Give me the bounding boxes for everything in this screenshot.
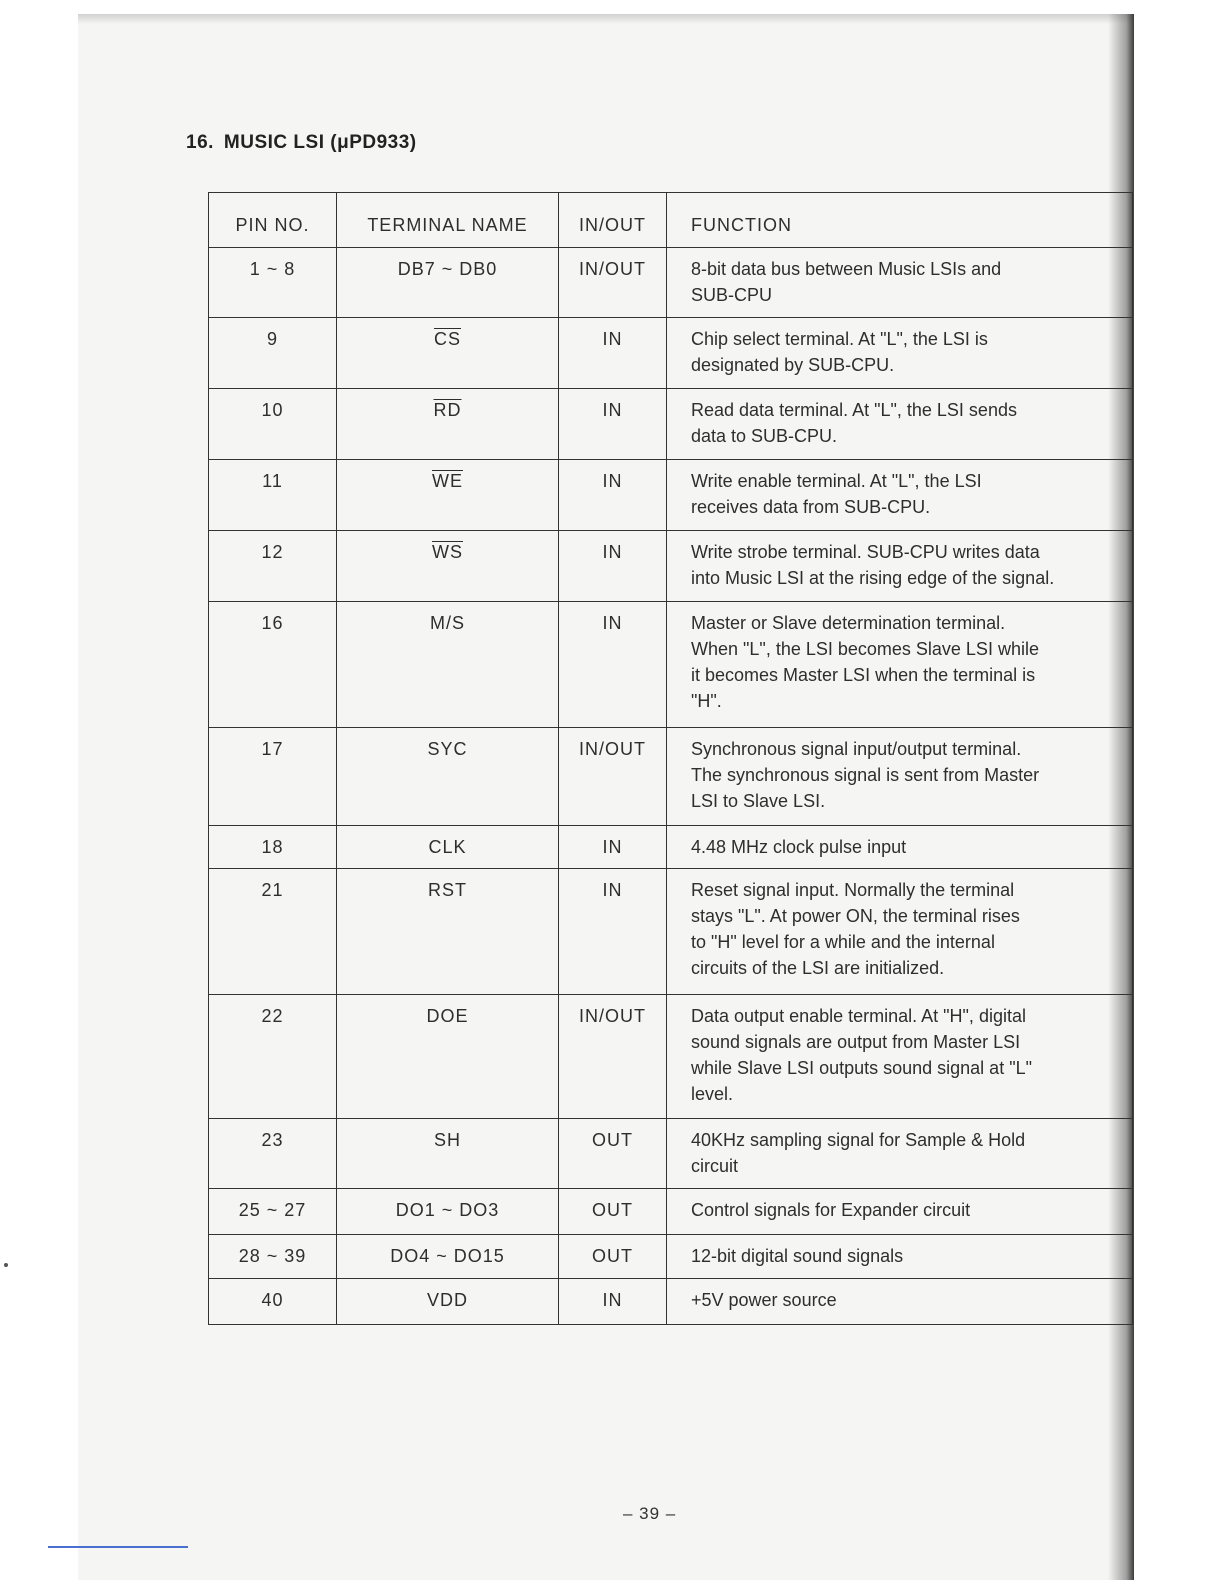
pin-number: 25 ~ 27 <box>209 1189 337 1235</box>
function-description: 12-bit digital sound signals <box>667 1235 1133 1279</box>
pin-number: 28 ~ 39 <box>209 1235 337 1279</box>
pin-number: 18 <box>209 826 337 869</box>
function-description: 40KHz sampling signal for Sample & Hold circuit <box>667 1119 1133 1189</box>
terminal-name: DO1 ~ DO3 <box>337 1189 559 1235</box>
header-in-out: IN/OUT <box>559 193 667 248</box>
page-top-shadow <box>78 14 1134 24</box>
pin-number: 12 <box>209 531 337 602</box>
pin-number: 10 <box>209 389 337 460</box>
terminal-name: $\overline{RD}$ <box>337 389 559 460</box>
function-description: 8-bit data bus between Music LSIs and SUB-CPU <box>667 248 1133 318</box>
in-out-direction: OUT <box>559 1235 667 1279</box>
pin-number: 22 <box>209 995 337 1119</box>
terminal-name: VDD <box>337 1279 559 1325</box>
scan-artifact-line <box>48 1546 188 1548</box>
terminal-name: $\overline{WE}$ <box>337 460 559 531</box>
terminal-name: DB7 ~ DB0 <box>337 248 559 318</box>
table-row <box>209 389 1133 460</box>
page-number: – 39 – <box>623 1504 677 1523</box>
table-row <box>209 1119 1133 1189</box>
function-description: Reset signal input. Normally the terminal stays "L". At power ON, the terminal rises to "H" level for a while and the internal circuits of the LSI are initialized. <box>667 869 1133 995</box>
pin-number: 40 <box>209 1279 337 1325</box>
table-row <box>209 318 1133 389</box>
function-description: Master or Slave determination terminal. When "L", the LSI becomes Slave LSI while it becomes Master LSI when the terminal is "H". <box>667 602 1133 728</box>
in-out-direction: IN <box>559 1279 667 1325</box>
table-row <box>209 1279 1133 1325</box>
pin-function-table <box>208 192 1133 1325</box>
table-header-row <box>209 193 1133 248</box>
function-description: Data output enable terminal. At "H", digital sound signals are output from Master LSI while Slave LSI outputs sound signal at "L" level. <box>667 995 1133 1119</box>
function-description: Write strobe terminal. SUB-CPU writes data into Music LSI at the rising edge of the signal. <box>667 531 1133 602</box>
function-description: Synchronous signal input/output terminal. The synchronous signal is sent from Master LSI to Slave LSI. <box>667 728 1133 826</box>
header-terminal-name: TERMINAL NAME <box>337 193 559 248</box>
in-out-direction: OUT <box>559 1119 667 1189</box>
terminal-name: SYC <box>337 728 559 826</box>
pin-number: 11 <box>209 460 337 531</box>
in-out-direction: IN/OUT <box>559 728 667 826</box>
table-row <box>209 531 1133 602</box>
terminal-name: CLK <box>337 826 559 869</box>
terminal-name: $\overline{WS}$ <box>337 531 559 602</box>
in-out-direction: IN <box>559 869 667 995</box>
scanned-page <box>78 14 1134 1580</box>
table-row <box>209 995 1133 1119</box>
function-description: 4.48 MHz clock pulse input <box>667 826 1133 869</box>
section-heading <box>186 132 427 154</box>
section-number: 16. <box>186 132 214 153</box>
in-out-direction: IN <box>559 826 667 869</box>
pin-number: 17 <box>209 728 337 826</box>
table-row <box>209 869 1133 995</box>
pin-number: 21 <box>209 869 337 995</box>
in-out-direction: IN <box>559 460 667 531</box>
in-out-direction: IN/OUT <box>559 248 667 318</box>
pin-number: 1 ~ 8 <box>209 248 337 318</box>
table-row <box>209 728 1133 826</box>
terminal-name: DOE <box>337 995 559 1119</box>
in-out-direction: OUT <box>559 1189 667 1235</box>
section-title-text: MUSIC LSI (μPD933) <box>223 132 417 153</box>
pin-number: 16 <box>209 602 337 728</box>
header-function: FUNCTION <box>667 193 1133 248</box>
function-description: +5V power source <box>667 1279 1133 1325</box>
table-row <box>209 602 1133 728</box>
table-row <box>209 1189 1133 1235</box>
table-row <box>209 1235 1133 1279</box>
in-out-direction: IN <box>559 602 667 728</box>
terminal-name: $\overline{CS}$ <box>337 318 559 389</box>
terminal-name: SH <box>337 1119 559 1189</box>
terminal-name: M/S <box>337 602 559 728</box>
function-description: Write enable terminal. At "L", the LSI receives data from SUB-CPU. <box>667 460 1133 531</box>
table-row <box>209 460 1133 531</box>
function-description: Read data terminal. At "L", the LSI sends data to SUB-CPU. <box>667 389 1133 460</box>
table-row <box>209 826 1133 869</box>
header-pin-no: PIN NO. <box>209 193 337 248</box>
in-out-direction: IN <box>559 389 667 460</box>
function-description: Chip select terminal. At "L", the LSI is designated by SUB-CPU. <box>667 318 1133 389</box>
terminal-name: RST <box>337 869 559 995</box>
pin-number: 9 <box>209 318 337 389</box>
in-out-direction: IN/OUT <box>559 995 667 1119</box>
in-out-direction: IN <box>559 318 667 389</box>
terminal-name: DO4 ~ DO15 <box>337 1235 559 1279</box>
table-row <box>209 248 1133 318</box>
scan-artifact-dot <box>4 1263 8 1267</box>
pin-number: 23 <box>209 1119 337 1189</box>
in-out-direction: IN <box>559 531 667 602</box>
function-description: Control signals for Expander circuit <box>667 1189 1133 1235</box>
